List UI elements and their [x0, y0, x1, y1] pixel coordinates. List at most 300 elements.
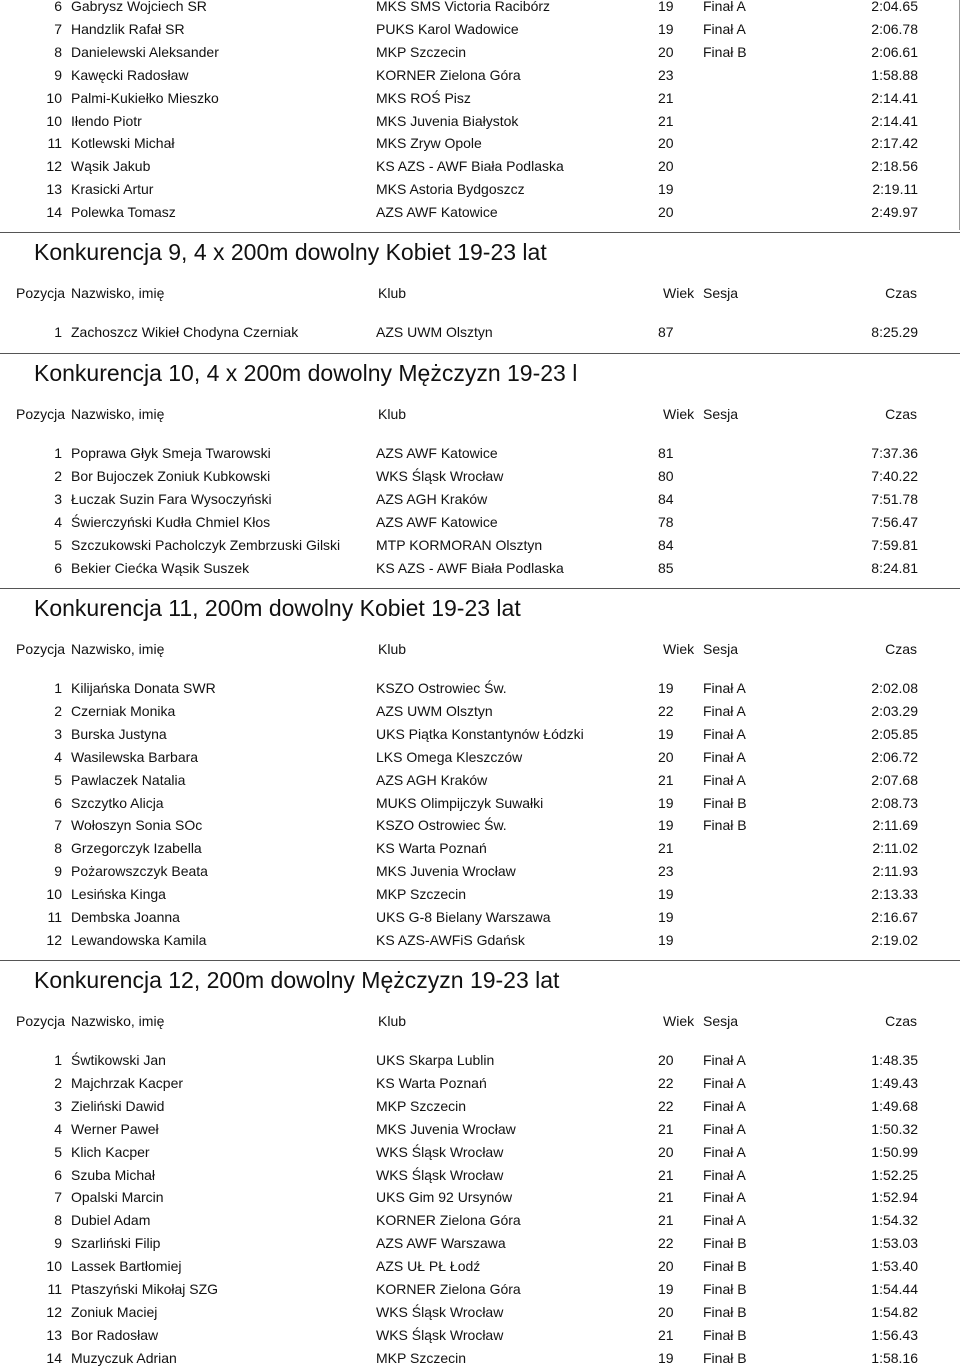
table-row — [0, 110, 960, 132]
cell-name: Szuba Michał — [71, 1166, 156, 1183]
cell-club: KS AZS-AWFiS Gdańsk — [376, 931, 525, 948]
column-header-session: Sesja — [703, 1013, 739, 1029]
cell-age: 20 — [658, 43, 674, 60]
cell-pos: 6 — [54, 794, 62, 811]
cell-time: 2:16.67 — [871, 909, 918, 925]
cell-age: 84 — [658, 536, 674, 553]
cell-pos: 10 — [46, 112, 62, 129]
cell-age: 20 — [658, 204, 674, 221]
cell-pos: 3 — [54, 490, 62, 507]
table-row — [0, 87, 960, 109]
cell-age: 21 — [658, 112, 674, 129]
cell-pos: 11 — [47, 909, 62, 925]
cell-session: Finał A — [703, 1074, 746, 1091]
cell-club: WKS Śląsk Wrocław — [376, 1143, 504, 1160]
cell-age: 19 — [658, 794, 674, 811]
cell-time: 8:25.29 — [871, 324, 918, 340]
cell-pos: 8 — [54, 840, 62, 857]
cell-time: 1:56.43 — [871, 1326, 918, 1343]
cell-age: 81 — [658, 445, 674, 461]
cell-age: 19 — [658, 909, 674, 925]
cell-session: Finał A — [703, 0, 746, 14]
table-row — [0, 534, 960, 556]
column-header-session: Sesja — [703, 641, 739, 657]
table-row — [0, 1209, 960, 1231]
column-header-age: Wiek — [663, 1013, 695, 1029]
cell-session: Finał B — [703, 1303, 747, 1320]
table-row — [0, 442, 960, 464]
cell-pos: 11 — [47, 1281, 62, 1297]
cell-time: 7:40.22 — [871, 467, 918, 484]
cell-age: 20 — [658, 1258, 674, 1275]
cell-time: 1:54.44 — [871, 1281, 918, 1297]
cell-pos: 14 — [46, 1349, 62, 1366]
cell-age: 21 — [658, 1166, 674, 1183]
column-header-club: Klub — [378, 1013, 407, 1029]
cell-age: 19 — [658, 886, 674, 903]
cell-name: Kotlewski Michał — [71, 135, 175, 152]
column-header-pos: Pozycja — [16, 1013, 66, 1029]
cell-time: 2:18.56 — [871, 158, 918, 175]
section-divider — [0, 960, 960, 961]
column-header-name: Nazwisko, imię — [71, 406, 165, 422]
cell-name: Wołoszyn Sonia SOc — [71, 817, 203, 834]
cell-name: Danielewski Aleksander — [71, 43, 219, 60]
cell-time: 2:49.97 — [871, 204, 918, 221]
cell-name: Dembska Joanna — [71, 909, 180, 925]
cell-pos: 2 — [54, 702, 62, 719]
cell-club: KS Warta Poznań — [376, 840, 487, 857]
column-header-time: Czas — [885, 285, 917, 301]
table-row — [0, 178, 960, 200]
cell-time: 2:06.78 — [871, 20, 918, 37]
cell-name: Lewandowska Kamila — [71, 931, 207, 948]
cell-pos: 8 — [54, 43, 62, 60]
cell-age: 84 — [658, 490, 674, 507]
cell-time: 2:06.61 — [871, 43, 918, 60]
cell-pos: 14 — [46, 204, 62, 221]
cell-club: MKP Szczecin — [376, 1349, 466, 1366]
cell-age: 22 — [658, 1235, 674, 1252]
section-divider — [0, 232, 960, 233]
cell-club: KSZO Ostrowiec Św. — [376, 817, 507, 834]
cell-club: AZS AWF Warszawa — [376, 1235, 506, 1252]
cell-club: WKS Śląsk Wrocław — [376, 1166, 504, 1183]
table-row — [0, 837, 960, 859]
event-title: Konkurencja 9, 4 x 200m dowolny Kobiet 19-23 lat — [34, 239, 547, 265]
table-row — [0, 906, 960, 928]
cell-time: 2:17.42 — [871, 135, 918, 152]
cell-pos: 3 — [54, 725, 62, 742]
cell-session: Finał B — [703, 1326, 747, 1343]
event-title: Konkurencja 10, 4 x 200m dowolny Mężczyzn 19-23 l — [34, 360, 578, 386]
table-row — [0, 677, 960, 699]
cell-name: Lesińska Kinga — [71, 886, 166, 903]
cell-club: MKP Szczecin — [376, 1097, 466, 1114]
cell-club: PUKS Karol Wadowice — [376, 20, 519, 37]
cell-club: MTP KORMORAN Olsztyn — [376, 536, 543, 553]
cell-club: KORNER Zielona Góra — [376, 1281, 521, 1297]
cell-club: MKS Juvenia Wrocław — [376, 863, 516, 880]
table-row — [0, 64, 960, 86]
column-header-pos: Pozycja — [16, 406, 66, 422]
cell-club: KSZO Ostrowiec Św. — [376, 680, 507, 696]
cell-name: Szarliński Filip — [71, 1235, 161, 1252]
cell-name: Muzyczuk Adrian — [71, 1349, 177, 1366]
table-row — [0, 1347, 960, 1369]
cell-name: Wasilewska Barbara — [71, 748, 199, 765]
cell-time: 2:19.02 — [871, 931, 918, 948]
cell-time: 1:53.40 — [871, 1258, 918, 1275]
column-header-time: Czas — [885, 641, 917, 657]
cell-age: 23 — [658, 66, 674, 83]
cell-club: KS AZS - AWF Biała Podlaska — [376, 158, 564, 175]
cell-age: 21 — [658, 1120, 674, 1137]
column-header-age: Wiek — [663, 285, 695, 301]
cell-club: MKP Szczecin — [376, 43, 466, 60]
cell-time: 7:56.47 — [871, 513, 918, 530]
cell-age: 19 — [658, 725, 674, 742]
cell-name: Lassek Bartłomiej — [71, 1258, 182, 1275]
table-row — [0, 883, 960, 905]
cell-time: 2:11.93 — [872, 863, 918, 880]
cell-club: MUKS Olimpijczyk Suwałki — [376, 794, 544, 811]
cell-club: LKS Omega Kleszczów — [376, 748, 523, 765]
cell-session: Finał A — [703, 1120, 746, 1137]
cell-name: Szczytko Alicja — [71, 794, 164, 811]
cell-time: 2:11.02 — [872, 840, 918, 857]
cell-pos: 5 — [54, 1143, 62, 1160]
cell-pos: 12 — [46, 1303, 62, 1320]
cell-name: Zachoszcz Wikieł Chodyna Czerniak — [71, 324, 299, 340]
cell-time: 7:37.36 — [871, 445, 918, 461]
cell-pos: 1 — [54, 324, 62, 340]
cell-pos: 9 — [54, 1235, 62, 1252]
cell-time: 1:54.32 — [871, 1212, 918, 1229]
cell-name: Klich Kacper — [71, 1143, 150, 1160]
cell-session: Finał A — [703, 771, 746, 788]
cell-age: 19 — [658, 1349, 674, 1366]
cell-name: Pawlaczek Natalia — [71, 771, 186, 788]
table-row — [0, 1072, 960, 1094]
cell-name: Pożarowszczyk Beata — [71, 863, 208, 880]
cell-pos: 13 — [46, 181, 62, 198]
table-row — [0, 1164, 960, 1186]
cell-session: Finał A — [703, 1097, 746, 1114]
cell-club: KS Warta Poznań — [376, 1074, 487, 1091]
cell-name: Handzlik Rafał SR — [71, 20, 185, 37]
cell-time: 1:53.03 — [871, 1235, 918, 1252]
cell-age: 19 — [658, 931, 674, 948]
cell-pos: 10 — [46, 886, 62, 903]
column-header-row — [0, 403, 960, 425]
column-header-club: Klub — [378, 285, 407, 301]
cell-club: UKS Skarpa Lublin — [376, 1052, 495, 1068]
table-row — [0, 769, 960, 791]
table-row — [0, 700, 960, 722]
cell-club: AZS UWM Olsztyn — [376, 702, 493, 719]
cell-name: Świerczyński Kudła Chmiel Kłos — [71, 513, 271, 530]
table-row — [0, 1141, 960, 1163]
cell-session: Finał B — [703, 1281, 747, 1297]
cell-time: 2:19.11 — [872, 181, 918, 198]
cell-pos: 5 — [54, 771, 62, 788]
cell-session: Finał A — [703, 20, 746, 37]
cell-pos: 6 — [54, 1166, 62, 1183]
column-header-name: Nazwisko, imię — [71, 1013, 165, 1029]
table-row — [0, 18, 960, 40]
column-header-row — [0, 638, 960, 660]
cell-pos: 4 — [54, 1120, 62, 1137]
cell-club: KORNER Zielona Góra — [376, 66, 521, 83]
cell-club: UKS Piątka Konstantynów Łódzki — [376, 725, 584, 742]
cell-pos: 6 — [54, 0, 62, 14]
cell-pos: 8 — [54, 1212, 62, 1229]
cell-age: 21 — [658, 1212, 674, 1229]
cell-time: 2:04.65 — [871, 0, 918, 14]
cell-age: 20 — [658, 1143, 674, 1160]
cell-time: 2:08.73 — [871, 794, 918, 811]
cell-time: 1:58.16 — [871, 1349, 918, 1366]
cell-session: Finał A — [703, 702, 746, 719]
table-row — [0, 1278, 960, 1300]
cell-club: AZS AWF Katowice — [376, 204, 498, 221]
column-header-time: Czas — [885, 1013, 917, 1029]
cell-pos: 10 — [46, 1258, 62, 1275]
cell-club: MKS SMS Victoria Racibórz — [376, 0, 551, 14]
cell-age: 19 — [658, 680, 674, 696]
table-row — [0, 41, 960, 63]
cell-age: 80 — [658, 467, 674, 484]
cell-age: 78 — [658, 513, 674, 530]
cell-pos: 9 — [54, 66, 62, 83]
cell-session: Finał B — [703, 1235, 747, 1252]
cell-age: 87 — [658, 324, 674, 340]
cell-time: 2:14.41 — [871, 112, 918, 129]
cell-name: Kilijańska Donata SWR — [71, 680, 216, 696]
cell-time: 1:48.35 — [871, 1052, 918, 1068]
cell-age: 19 — [658, 181, 674, 198]
cell-name: Gabrysz Wojciech SR — [71, 0, 207, 14]
cell-time: 8:24.81 — [871, 559, 918, 576]
column-header-pos: Pozycja — [16, 285, 66, 301]
event-title: Konkurencja 12, 200m dowolny Mężczyzn 19-23 lat — [34, 967, 560, 993]
cell-pos: 10 — [46, 89, 62, 106]
cell-age: 20 — [658, 748, 674, 765]
cell-age: 19 — [658, 817, 674, 834]
table-row — [0, 1232, 960, 1254]
column-header-session: Sesja — [703, 406, 739, 422]
cell-age: 21 — [658, 1326, 674, 1343]
cell-time: 2:06.72 — [871, 748, 918, 765]
cell-name: Krasicki Artur — [71, 181, 154, 198]
cell-club: WKS Śląsk Wrocław — [376, 1303, 504, 1320]
table-row — [0, 155, 960, 177]
cell-pos: 4 — [54, 748, 62, 765]
table-row — [0, 723, 960, 745]
cell-name: Dubiel Adam — [71, 1212, 151, 1229]
cell-age: 20 — [658, 135, 674, 152]
table-row — [0, 860, 960, 882]
cell-name: Śwtikowski Jan — [71, 1052, 166, 1068]
table-row — [0, 746, 960, 768]
cell-pos: 1 — [54, 1052, 62, 1068]
cell-session: Finał A — [703, 1212, 746, 1229]
cell-name: Szczukowski Pacholczyk Zembrzuski Gilski — [71, 536, 341, 553]
cell-age: 20 — [658, 158, 674, 175]
cell-time: 2:07.68 — [871, 771, 918, 788]
cell-name: Iłendo Piotr — [71, 112, 142, 129]
cell-session: Finał A — [703, 1189, 746, 1206]
cell-pos: 2 — [54, 467, 62, 484]
column-header-club: Klub — [378, 406, 407, 422]
cell-club: KORNER Zielona Góra — [376, 1212, 521, 1229]
cell-time: 1:52.25 — [871, 1166, 918, 1183]
cell-name: Zieliński Dawid — [71, 1097, 165, 1114]
event-title: Konkurencja 11, 200m dowolny Kobiet 19-23 lat — [34, 595, 521, 621]
cell-age: 21 — [658, 771, 674, 788]
table-row — [0, 1049, 960, 1071]
cell-time: 1:54.82 — [871, 1303, 918, 1320]
cell-pos: 6 — [54, 559, 62, 576]
table-row — [0, 814, 960, 836]
column-header-row — [0, 1010, 960, 1032]
cell-name: Bekier Ciećka Wąsik Suszek — [71, 559, 250, 576]
column-header-session: Sesja — [703, 285, 739, 301]
table-row — [0, 1301, 960, 1323]
cell-club: WKS Śląsk Wrocław — [376, 467, 504, 484]
column-header-name: Nazwisko, imię — [71, 285, 165, 301]
cell-age: 85 — [658, 559, 674, 576]
cell-pos: 1 — [54, 680, 62, 696]
cell-age: 19 — [658, 1281, 674, 1297]
column-header-club: Klub — [378, 641, 407, 657]
cell-pos: 4 — [54, 513, 62, 530]
cell-age: 22 — [658, 1074, 674, 1091]
table-row — [0, 511, 960, 533]
cell-name: Ptaszyński Mikołaj SZG — [71, 1281, 219, 1297]
cell-age: 22 — [658, 1097, 674, 1114]
cell-time: 2:11.69 — [872, 817, 918, 834]
cell-session: Finał B — [703, 1258, 747, 1275]
cell-pos: 3 — [54, 1097, 62, 1114]
cell-name: Werner Paweł — [71, 1120, 159, 1137]
cell-time: 1:50.32 — [871, 1120, 918, 1137]
table-row — [0, 465, 960, 487]
cell-club: AZS AWF Katowice — [376, 513, 498, 530]
table-row — [0, 1186, 960, 1208]
cell-pos: 12 — [46, 158, 62, 175]
cell-club: MKS Astoria Bydgoszcz — [376, 181, 525, 198]
cell-session: Finał B — [703, 794, 747, 811]
cell-pos: 13 — [46, 1326, 62, 1343]
cell-session: Finał B — [703, 1349, 747, 1366]
cell-name: Kawęcki Radosław — [71, 66, 189, 83]
cell-pos: 2 — [54, 1074, 62, 1091]
cell-time: 1:50.99 — [871, 1143, 918, 1160]
cell-age: 20 — [658, 1052, 674, 1068]
cell-time: 2:02.08 — [871, 680, 918, 696]
cell-session: Finał A — [703, 680, 746, 696]
cell-pos: 7 — [54, 817, 62, 834]
cell-name: Majchrzak Kacper — [71, 1074, 184, 1091]
cell-age: 21 — [658, 89, 674, 106]
cell-age: 23 — [658, 863, 674, 880]
cell-session: Finał A — [703, 1143, 746, 1160]
cell-name: Zoniuk Maciej — [71, 1303, 158, 1320]
cell-age: 20 — [658, 1303, 674, 1320]
cell-time: 1:49.43 — [871, 1074, 918, 1091]
column-header-pos: Pozycja — [16, 641, 66, 657]
cell-name: Bor Bujoczek Zoniuk Kubkowski — [71, 467, 271, 484]
cell-age: 21 — [658, 840, 674, 857]
cell-club: MKP Szczecin — [376, 886, 466, 903]
table-row — [0, 0, 960, 17]
cell-club: AZS AGH Kraków — [376, 771, 488, 788]
table-row — [0, 1324, 960, 1346]
cell-club: MKS Zryw Opole — [376, 135, 482, 152]
cell-club: UKS G-8 Bielany Warszawa — [376, 909, 551, 925]
table-row — [0, 488, 960, 510]
cell-time: 2:13.33 — [871, 886, 918, 903]
column-header-age: Wiek — [663, 406, 695, 422]
cell-club: AZS AGH Kraków — [376, 490, 488, 507]
table-row — [0, 929, 960, 951]
cell-session: Finał B — [703, 817, 747, 834]
cell-name: Bor Radosław — [71, 1326, 159, 1343]
cell-name: Grzegorczyk Izabella — [71, 840, 202, 857]
table-row — [0, 1118, 960, 1140]
cell-time: 1:49.68 — [871, 1097, 918, 1114]
cell-club: AZS UŁ PŁ Łodź — [376, 1258, 481, 1275]
cell-name: Wąsik Jakub — [71, 158, 151, 175]
table-row — [0, 557, 960, 579]
cell-pos: 11 — [47, 135, 62, 152]
table-row — [0, 1255, 960, 1277]
cell-age: 19 — [658, 0, 674, 14]
cell-time: 7:51.78 — [871, 490, 918, 507]
cell-name: Opalski Marcin — [71, 1189, 164, 1206]
cell-name: Burska Justyna — [71, 725, 167, 742]
cell-session: Finał A — [703, 1166, 746, 1183]
cell-name: Łuczak Suzin Fara Wysoczyński — [71, 490, 272, 507]
cell-name: Palmi-Kukiełko Mieszko — [71, 89, 219, 106]
cell-time: 7:59.81 — [871, 536, 918, 553]
cell-time: 2:03.29 — [871, 702, 918, 719]
cell-name: Polewka Tomasz — [71, 204, 176, 221]
cell-pos: 12 — [46, 931, 62, 948]
table-row — [0, 321, 960, 343]
cell-club: KS AZS - AWF Biała Podlaska — [376, 559, 564, 576]
cell-club: UKS Gim 92 Ursynów — [376, 1189, 513, 1206]
cell-time: 2:14.41 — [871, 89, 918, 106]
column-header-age: Wiek — [663, 641, 695, 657]
cell-name: Czerniak Monika — [71, 702, 176, 719]
cell-club: MKS Juvenia Wrocław — [376, 1120, 516, 1137]
cell-session: Finał A — [703, 748, 746, 765]
cell-pos: 1 — [54, 445, 62, 461]
column-header-row — [0, 282, 960, 304]
cell-pos: 7 — [54, 1189, 62, 1206]
table-row — [0, 132, 960, 154]
cell-name: Poprawa Głyk Smeja Twarowski — [71, 445, 271, 461]
table-row — [0, 1095, 960, 1117]
cell-pos: 5 — [54, 536, 62, 553]
table-row — [0, 201, 960, 223]
cell-session: Finał B — [703, 43, 747, 60]
section-divider — [0, 588, 960, 589]
table-row — [0, 792, 960, 814]
